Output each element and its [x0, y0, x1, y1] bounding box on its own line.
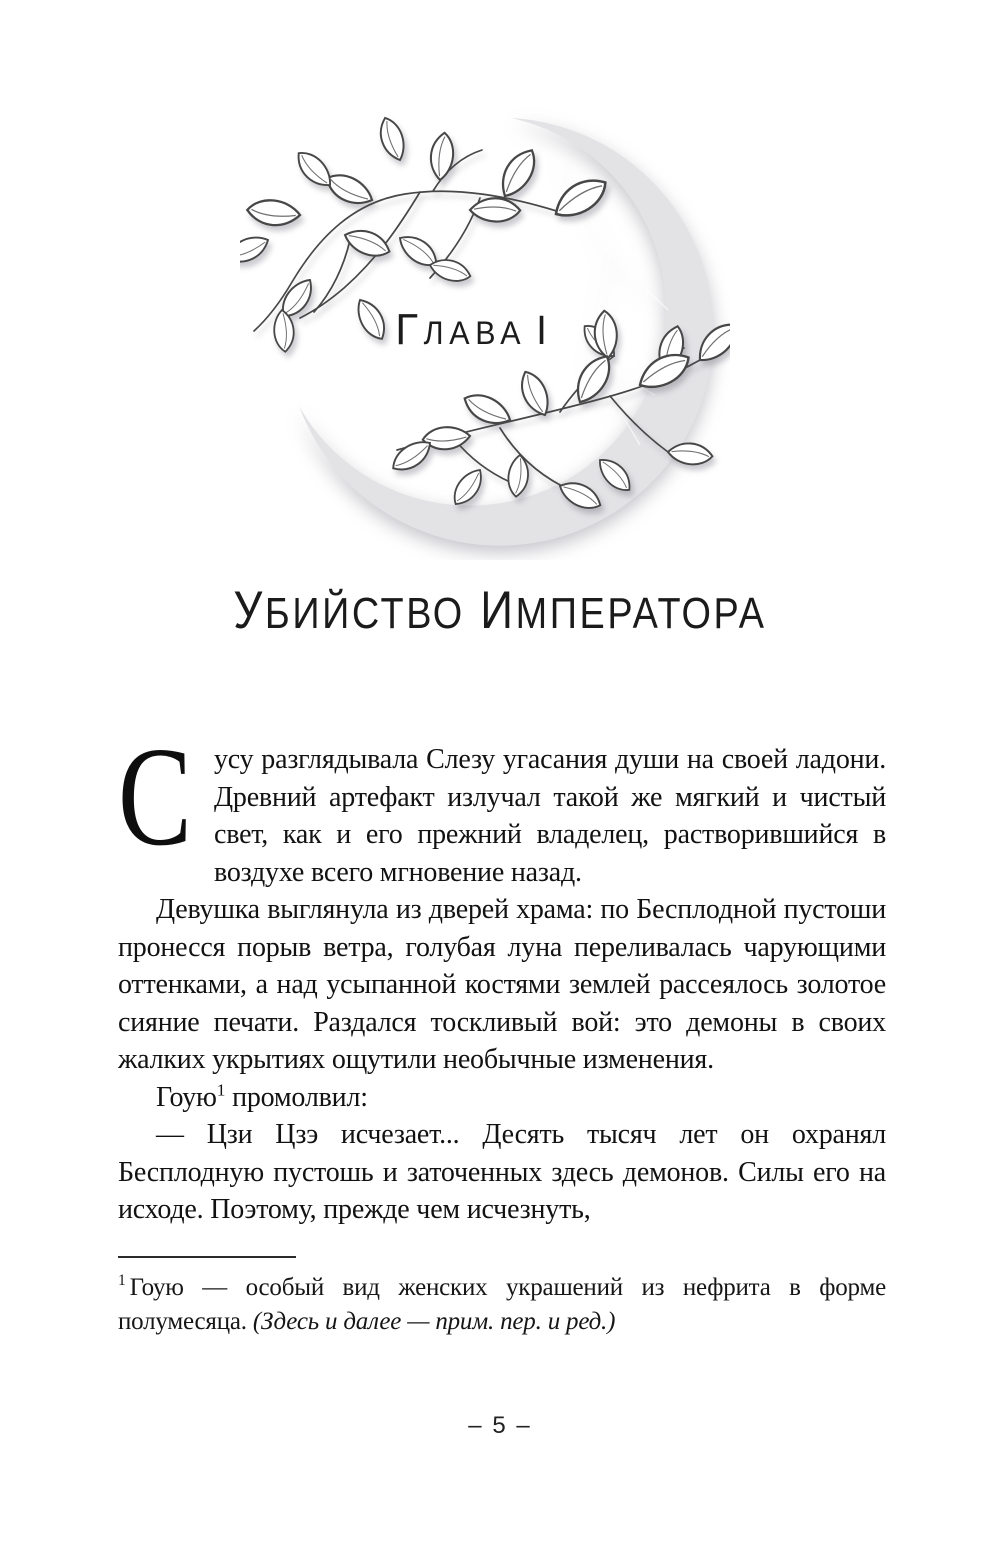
title-word1-rest: БИЙСТВО [264, 589, 465, 638]
paragraph-3-text-after: промолвил: [225, 1081, 368, 1113]
paragraph-1-text: усу разглядывала Слезу угасания души на своей ладони. Древний артефакт излучал такой же мягкий и чистый свет, как и его прежний владелец, растворившийся в воздухе всего мгновение назад. [214, 744, 886, 888]
footnote-text: Гоую — особый вид женских украшений из нефрита в форме полумесяца. [118, 1273, 886, 1335]
chapter-label [395, 307, 552, 354]
footnote-rule [118, 1256, 296, 1258]
paragraph-1 [118, 717, 886, 891]
title-word1-lead: У [233, 581, 265, 640]
title-word2-rest: МПЕРАТОРА [515, 589, 767, 638]
title-word2-lead: И [480, 581, 516, 640]
paragraph-2 [118, 891, 886, 1079]
footnote-reference: 1 [216, 1080, 226, 1100]
page-number: – 5 – [468, 1412, 532, 1439]
footnote-editorial-note: (Здесь и далее — прим. пер. и ред.) [252, 1308, 616, 1335]
footnote [118, 1271, 886, 1340]
dropcap: С [118, 717, 192, 875]
chapter-label-lead: Г [395, 305, 424, 354]
paragraph-3 [118, 1079, 886, 1117]
paragraph-2-text: Девушка выглянула из дверей храма: по Бесплодной пустоши пронесся порыв ветра, голубая луна переливалась чарующими оттенками, а над усыпанной костями землей рассеялось золотое сияние печати. Раздался тоскливый вой: это демоны в своих жалких укрытиях ощутили необычные изменения. [118, 894, 886, 1075]
paragraph-4-text: — Цзи Цзэ исчезает... Десять тысяч лет он охранял Бесплодную пустошь и заточенных здесь демонов. Силы его на исходе. Поэтому, прежде чем исчезнуть, [118, 1119, 886, 1225]
chapter-numeral: I [536, 307, 553, 353]
chapter-title [70, 580, 930, 641]
paragraph-4 [118, 1116, 886, 1229]
chapter-label-rest: ЛАВА [423, 315, 527, 351]
footnote-marker: 1 [118, 1272, 126, 1290]
body-text-column [118, 717, 886, 1340]
paragraph-3-text: Гоую [156, 1081, 217, 1113]
